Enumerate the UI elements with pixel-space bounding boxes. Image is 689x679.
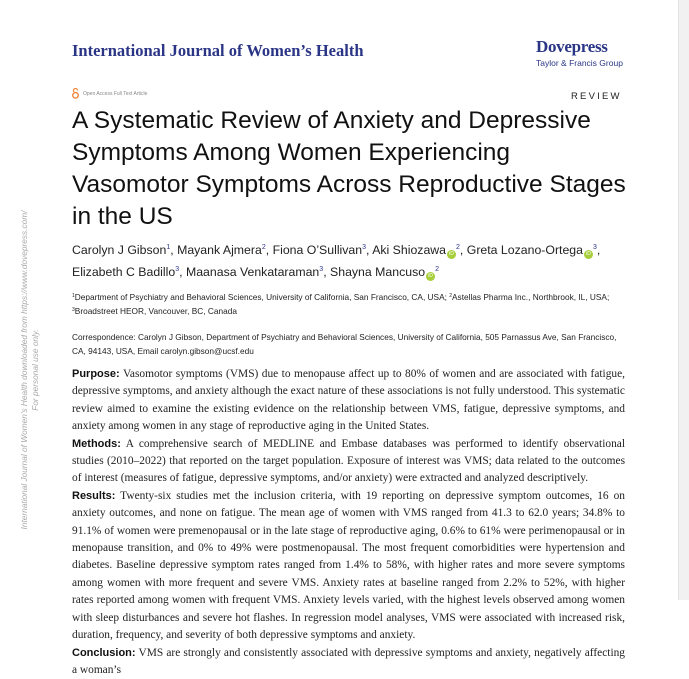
author-separator: , — [266, 243, 273, 257]
author[interactable]: Greta Lozano-Ortega — [467, 243, 583, 257]
affiliation-number: 3 — [72, 307, 75, 313]
author-separator: , — [179, 265, 186, 279]
article-type: REVIEW — [571, 91, 622, 102]
abstract-section-label: Conclusion: — [72, 647, 136, 659]
affiliation-marker[interactable]: 2 — [456, 244, 460, 251]
author-separator: , — [366, 243, 372, 257]
affiliation-marker[interactable]: 1 — [166, 244, 170, 251]
abstract-section-text: Twenty-six studies met the inclusion criteria, with 19 reporting on depressive symptom outcomes, 16 on anxiety outcomes, and none on fatigue. The mean age of women with VMS ranged from 41.3 to 62.0 years; 34.8% to 91.1% of women were premenopausal or in the late stage of reproductive aging, 0.6% to 61% were perimenopausal or in menopause transition, and 0% to 49% were postmenopausal. The most frequent comorbidities were hypertension and diabetes. Baseline depressive symptom rates ranged from 1.4% to 58%, with higher rates and more severe symptoms among women with more frequent and severe VMS. Anxiety rates at baseline ranged from 2.2% to 52%, with higher rates reported among women with frequent VMS. Anxiety levels varied, with the highest levels observed among women with sleep disturbances and severe hot flashes. In regression model analyses, VMS were associated with increased risk, duration, frequency, and severity of both depressive symptoms and anxiety. — [72, 490, 625, 641]
affiliation-number: 1 — [72, 293, 75, 299]
author-list — [72, 238, 632, 282]
affiliation-marker[interactable]: 2 — [435, 266, 439, 273]
correspondence: Correspondence: Carolyn J Gibson, Department of Psychiatry and Behavioral Sciences, University of California, 505 Parnassus Ave, San Francisco, CA, 94143, USA, Email carolyn.gibson@ucsf.edu — [72, 331, 632, 358]
publisher-group: Taylor & Francis Group — [536, 58, 623, 68]
download-watermark — [19, 211, 41, 530]
affiliation-marker[interactable]: 2 — [262, 244, 266, 251]
orcid-icon[interactable]: iD — [426, 272, 435, 281]
author-separator: , — [170, 243, 177, 257]
abstract-section-label: Methods: — [72, 438, 121, 450]
author[interactable]: Aki Shiozawa — [372, 243, 446, 257]
author-separator: , — [460, 243, 467, 257]
abstract-section — [72, 488, 625, 645]
abstract-section — [72, 436, 625, 488]
author[interactable]: Fiona O’Sullivan — [273, 243, 363, 257]
abstract-section — [72, 366, 625, 436]
orcid-icon[interactable]: iD — [447, 250, 456, 259]
abstract-section — [72, 645, 625, 679]
affiliations — [72, 290, 632, 318]
abstract-section-label: Purpose: — [72, 368, 120, 380]
author-separator: , — [597, 243, 600, 257]
abstract-section-text: VMS are strongly and consistently associated with depressive symptoms and anxiety, negatively affecting a woman’s — [72, 647, 625, 676]
author[interactable]: Mayank Ajmera — [177, 243, 262, 257]
author[interactable]: Carolyn J Gibson — [72, 243, 166, 257]
abstract-section-text: A comprehensive search of MEDLINE and Embase databases was performed to identify observational studies (2010–2022) that reported on the target population. Exposure of interest was VMS; data related to the outcomes of interest (measures of fatigue, depressive symptoms, and/or anxiety) were extracted and analyzed descriptively. — [72, 438, 625, 485]
journal-title: International Journal of Women’s Health — [72, 41, 364, 61]
watermark-line: International Journal of Women's Health downloaded from https://www.dovepress.com/ — [19, 211, 30, 530]
affiliation-text: Department of Psychiatry and Behavioral Sciences, University of California, San Francisco, CA, USA; — [75, 292, 449, 302]
open-access-text: Open Access Full Text Article — [83, 91, 147, 97]
affiliation-marker[interactable]: 3 — [362, 244, 366, 251]
affiliation-text: Astellas Pharma Inc., Northbrook, IL, USA; — [452, 292, 609, 302]
author-separator: , — [323, 265, 330, 279]
author[interactable]: Shayna Mancuso — [330, 265, 425, 279]
abstract-section-text: Vasomotor symptoms (VMS) due to menopause affect up to 80% of women and are associated with fatigue, depressive symptoms, and anxiety although the exact nature of these associations is not fully understood. This systematic review aimed to examine the existing evidence on the relationship between VMS, fatigue, depressive symptoms, and anxiety among women in any stage of reproductive aging in the United States. — [72, 368, 625, 432]
open-access-label — [72, 88, 147, 99]
publisher-logo[interactable]: Dovepress — [536, 37, 608, 57]
orcid-icon[interactable]: iD — [584, 250, 593, 259]
author[interactable]: Elizabeth C Badillo — [72, 265, 175, 279]
open-access-icon — [72, 88, 79, 99]
abstract — [72, 366, 625, 679]
watermark-line: For personal use only. — [30, 211, 41, 530]
abstract-section-label: Results: — [72, 490, 115, 502]
author[interactable]: Maanasa Venkataraman — [186, 265, 319, 279]
affiliation-marker[interactable]: 3 — [319, 266, 323, 273]
affiliation-marker[interactable]: 3 — [593, 244, 597, 251]
article-title: A Systematic Review of Anxiety and Depressive Symptoms Among Women Experiencing Vasomotor Symptoms Across Reproductive Stages in the US — [72, 105, 632, 233]
affiliation-text: Broadstreet HEOR, Vancouver, BC, Canada — [75, 306, 237, 316]
affiliation-number: 2 — [449, 293, 452, 299]
affiliation-marker[interactable]: 3 — [175, 266, 179, 273]
scrollbar[interactable] — [678, 0, 689, 600]
